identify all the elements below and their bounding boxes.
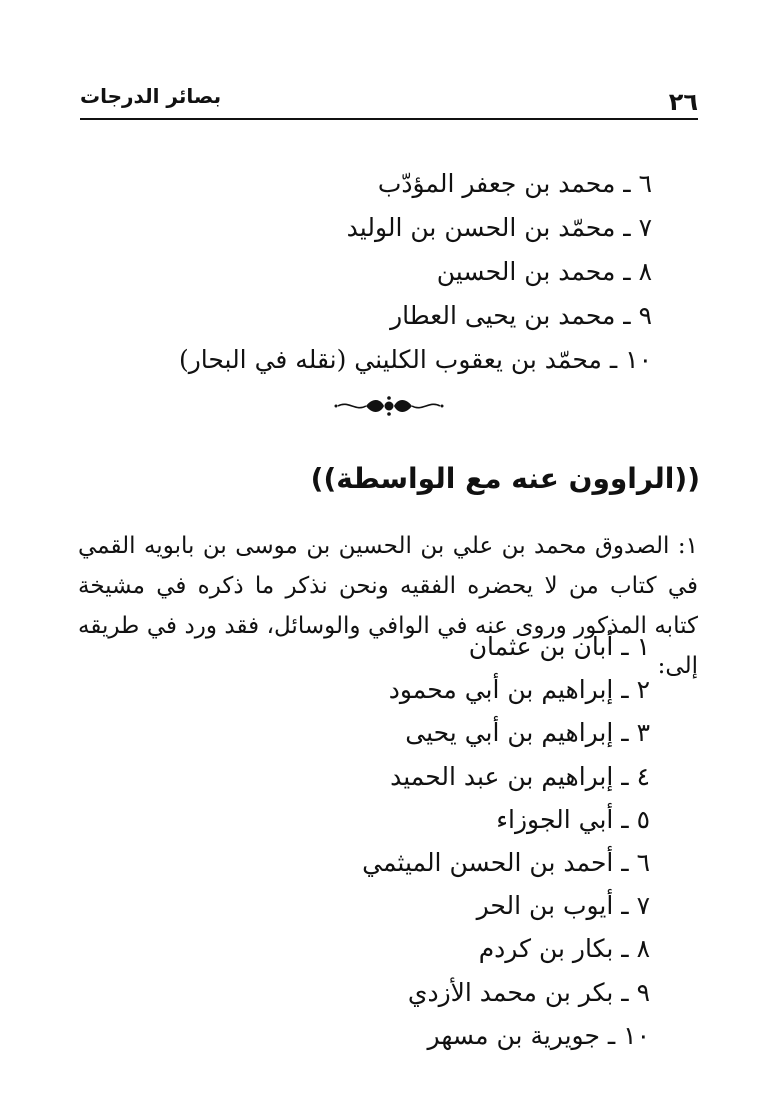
list-item: ٢ ـ إبراهيم بن أبي محمود — [388, 675, 650, 705]
list-item: ٤ ـ إبراهيم بن عبد الحميد — [390, 761, 650, 791]
list-item: ١ ـ أبان بن عثمان — [468, 632, 650, 661]
page-header — [80, 78, 698, 120]
list-item: ١٠ ـ محمّد بن يعقوب الكليني (نقله في البحار) — [178, 345, 652, 374]
list-item: ٦ ـ محمد بن جعفر المؤدّب — [377, 169, 652, 198]
decorative-divider-icon — [334, 394, 444, 418]
list-item: ٧ ـ محمّد بن الحسن بن الوليد — [346, 213, 652, 242]
list-item: ١٠ ـ جويرية بن مسهر — [427, 1020, 650, 1050]
narrators-list-indirect — [362, 625, 650, 1057]
list-item: ٩ ـ بكر بن محمد الأزدي — [407, 977, 650, 1007]
list-item: ٩ ـ محمد بن يحيى العطار — [390, 301, 652, 330]
list-item: ٦ ـ أحمد بن الحسن الميثمي — [362, 847, 650, 877]
list-item: ٨ ـ محمد بن الحسين — [436, 257, 652, 286]
list-item: ٥ ـ أبي الجوزاء — [496, 804, 650, 834]
body-paragraph: ١: الصدوق محمد بن علي بن الحسين بن موسى بن بابويه القمي في كتاب من لا يحضره الفقيه ونحن نذكر ما ذكره في مشيخة كتابه المذكور وروى عنه في الوافي والوسائل، فقد ورد في طريقه إلى: — [78, 533, 698, 679]
list-item: ٨ ـ بكار بن كردم — [478, 934, 650, 964]
running-title: بصائر الدرجات — [80, 84, 222, 108]
narrators-list-direct — [179, 162, 652, 382]
list-item: ٣ ـ إبراهيم بن أبي يحيى — [405, 718, 650, 748]
section-heading: ((الراوون عنه مع الواسطة)) — [310, 462, 700, 495]
list-item: ٧ ـ أيوب بن الحر — [476, 891, 650, 921]
page-number: ٢٦ — [668, 88, 698, 116]
